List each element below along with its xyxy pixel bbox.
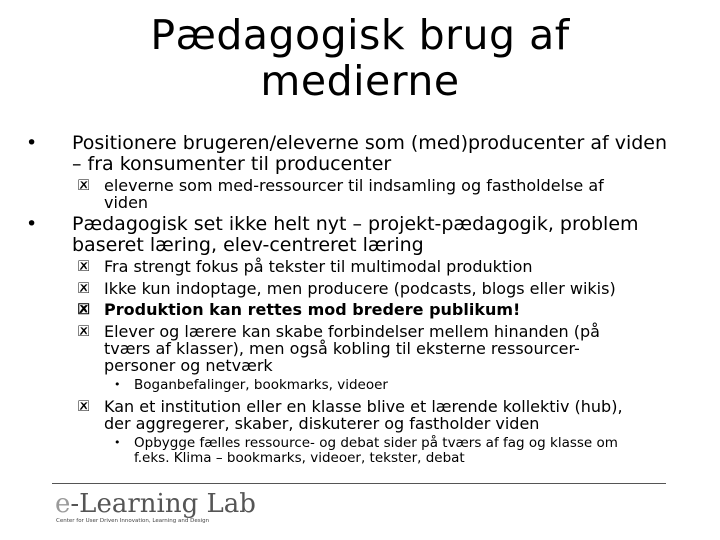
checkbox-x-icon: 🗷 [78, 322, 90, 340]
slide-title [0, 12, 720, 104]
elearning-lab-logo [55, 489, 256, 530]
sub-bullet-item [78, 176, 684, 212]
sub-bullet-text-bold: Produktion kan rettes mod bredere publikum! [104, 300, 521, 319]
sub-bullet-text: personer og netværk [104, 356, 273, 375]
sub-sub-bullet-item [114, 377, 694, 393]
bullet-dot-icon: • [114, 378, 121, 391]
bullet-text: baseret læring, elev-centreret læring [72, 234, 424, 256]
logo-subtitle: Center for User Driven Innovation, Learning and Design [56, 518, 210, 524]
logo-wordmark [55, 490, 256, 518]
sub-sub-bullet-text: Boganbefalinger, bookmarks, videoer [134, 377, 388, 393]
bullet-dot-icon: • [114, 436, 121, 449]
sub-bullet-item [78, 322, 684, 375]
sub-bullet-text: viden [104, 193, 149, 212]
title-line-1: Pædagogisk brug af [150, 11, 570, 59]
bullet-text: Pædagogisk set ikke helt nyt – projekt-pædagogik, problem [72, 213, 639, 235]
sub-bullet-text: der aggregerer, skaber, diskuterer og fastholder viden [104, 414, 540, 433]
title-line-2: medierne [260, 57, 460, 105]
bullet-item [26, 132, 687, 175]
bullet-item [26, 213, 687, 256]
bullet-text: Positionere brugeren/eleverne som (med)producenter af viden [72, 132, 668, 154]
sub-bullet-text: Ikke kun indoptage, men producere (podcasts, blogs eller wikis) [104, 279, 616, 298]
checkbox-x-icon: 🗷 [78, 300, 90, 318]
sub-bullet-text: eleverne som med-ressourcer til indsamling og fastholdelse af [104, 176, 604, 195]
sub-bullet-item [78, 279, 684, 298]
sub-bullet-item [78, 300, 684, 319]
bullet-text: – fra konsumenter til producenter [72, 153, 392, 175]
sub-bullet-item [78, 397, 684, 433]
logo-e: e [55, 489, 71, 519]
checkbox-x-icon: 🗷 [78, 397, 90, 415]
sub-bullet-text: Fra strengt fokus på tekster til multimodal produktion [104, 257, 533, 276]
sub-sub-bullet-text: Opbygge fælles ressource- og debat sider på tværs af fag og klasse om [134, 435, 618, 451]
sub-sub-bullet-text: f.eks. Klima – bookmarks, videoer, tekster, debat [134, 450, 465, 466]
logo-text: -Learning Lab [70, 489, 256, 519]
sub-bullet-text: Elever og lærere kan skabe forbindelser mellem hinanden (på [104, 322, 600, 341]
sub-sub-bullet-item [114, 435, 694, 466]
sub-bullet-text: Kan et institution eller en klasse blive et lærende kollektiv (hub), [104, 397, 623, 416]
checkbox-x-icon: 🗷 [78, 257, 90, 275]
footer-divider [52, 483, 666, 484]
bullet-dot-icon: • [26, 213, 38, 235]
sub-bullet-item [78, 257, 684, 276]
bullet-dot-icon: • [26, 132, 38, 154]
checkbox-x-icon: 🗷 [78, 279, 90, 297]
checkbox-x-icon: 🗷 [78, 176, 90, 194]
sub-bullet-text: tværs af klasser), men også kobling til eksterne ressourcer- [104, 339, 580, 358]
